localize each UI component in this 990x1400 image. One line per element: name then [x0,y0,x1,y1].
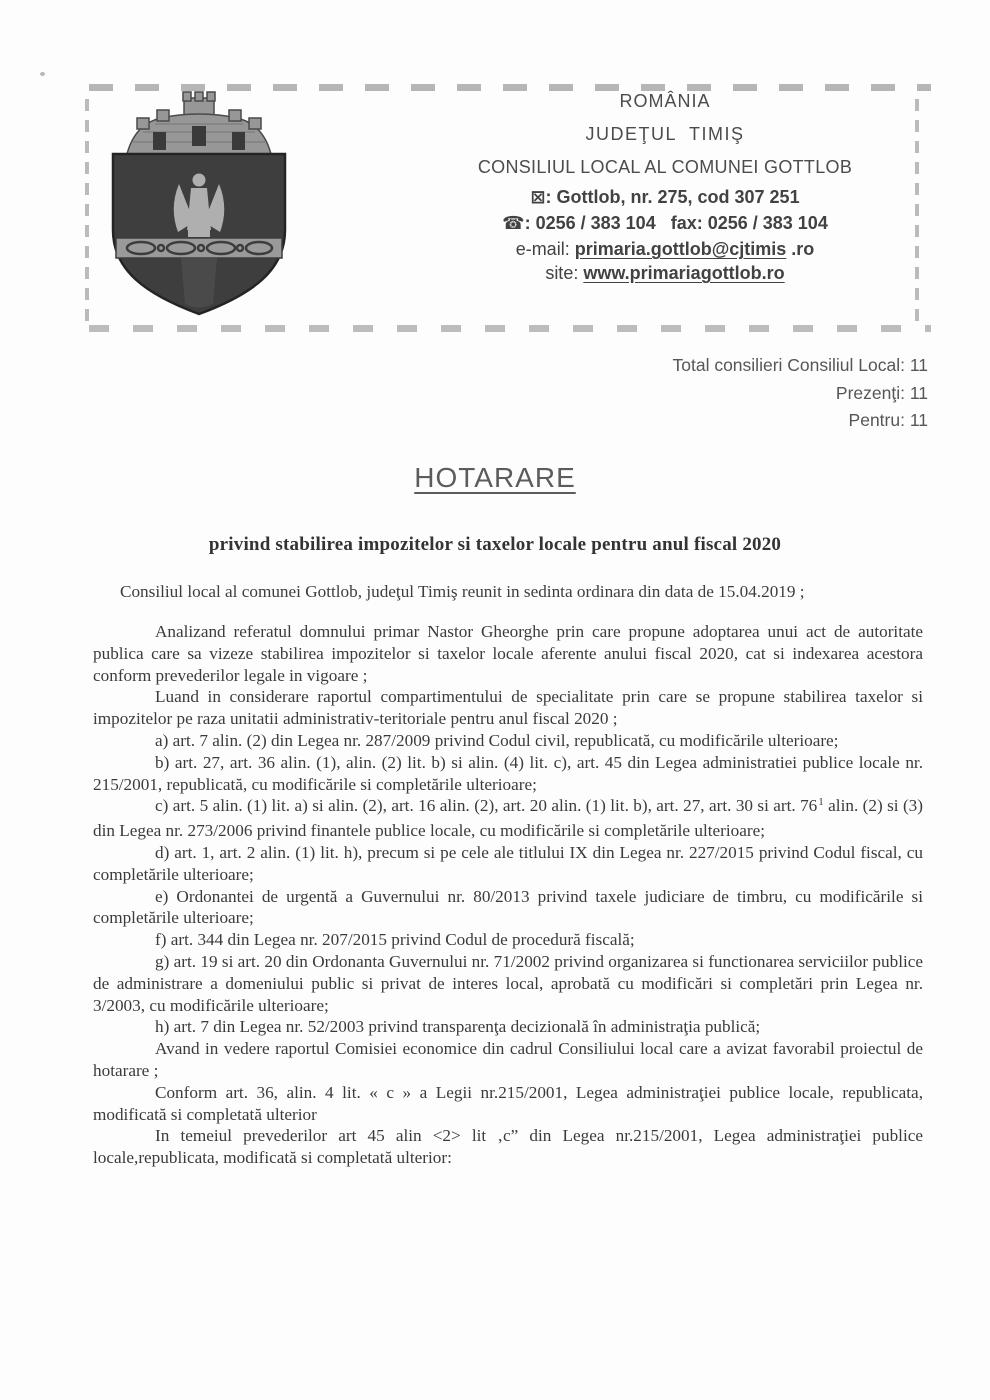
legal-ref-c-text: c) art. 5 alin. (1) lit. a) si alin. (2), art. 16 alin. (2), art. 20 alin. (1) lit. b), art. 27, art. 30 si art. 76 [155,796,818,816]
letterhead-border-bottom [89,325,931,332]
council-counters [673,352,929,435]
intro-paragraph: Consiliul local al comunei Gottlob, judeţul Timiş reunit in sedinta ordinara din data de 15.04.2019 ; [120,582,805,601]
counter-for: Pentru: 11 [848,410,928,430]
legal-ref-a: a) art. 7 alin. (2) din Legea nr. 287/2009 privind Codul civil, republicată, cu modificările ulterioare; [155,730,839,750]
counter-total: Total consilieri Consiliul Local: 11 [672,355,928,375]
phone-icon: ☎ [502,213,525,234]
legal-ref-d: d) art. 1, art. 2 alin. (1) lit. h), precum si pe cele ale titlului IX din Legea nr. 227/2015 privind Codul fiscal, cu completările ulterioare; [93,842,923,884]
phone-line [385,212,945,235]
coat-of-arms-icon [99,90,299,318]
legal-ref-c-continuation: alin. (2) si (3) din Legea nr. 273/2006 privind finantele publice locale, cu modificările si completările ulterioare; [93,796,923,841]
letterhead-text [385,90,945,286]
site-link: www.primariagottlob.ro [583,263,785,283]
letterhead-border-left [85,95,89,321]
county-name: JUDEŢUL TIMIŞ [585,124,745,144]
paragraph-aviz: Avand in vedere raportul Comisiei economice din cadrul Consiliului local care a avizat favorabil proiectul de hotarare ; [93,1039,923,1080]
paragraph-conform: Conform art. 36, alin. 4 lit. « c » a Legii nr.215/2001, Legea administraţiei publice locale, republicata, modificată si completată ulterior [93,1082,923,1124]
council-name: CONSILIUL LOCAL AL COMUNEI GOTTLOB [477,157,853,177]
letterhead [85,84,921,332]
phone-text: : 0256 / 383 104 fax: 0256 / 383 104 [524,213,828,233]
legal-ref-e: e) Ordonantei de urgentă a Guvernului nr. 80/2013 privind taxele judiciare de timbru, cu modificările si completările ulterioare; [93,886,923,928]
country-name: ROMÂNIA [619,91,711,111]
document-body [93,621,923,1169]
site-label: site: [545,263,584,283]
legal-ref-c [93,795,923,842]
envelope-icon: ⊠ [530,187,546,208]
email-label: e-mail: [515,239,575,259]
email-link: primaria.gottlob@cjtimis [574,239,787,259]
document-title: HOTARARE [414,462,576,493]
document-subtitle: privind stabilirea impozitelor si taxelor locale pentru anul fiscal 2020 [208,534,782,555]
legal-ref-h: h) art. 7 din Legea nr. 52/2003 privind transparenţa decizională în administraţia publică; [155,1017,761,1037]
legal-ref-f: f) art. 344 din Legea nr. 207/2015 privind Codul de procedură fiscală; [155,930,635,950]
paragraph-luand: Luand in considerare raportul compartimentului de specialitate prin care se propune stabilirea taxelor si impozitelor pe raza unitatii administrativ-teritoriale pentru anul fiscal 2020 ; [93,687,923,729]
address-line [385,186,945,209]
email-suffix: .ro [786,239,815,259]
legal-ref-g: g) art. 19 si art. 20 din Ordonanta Guvernului nr. 71/2002 privind organizarea si functionarea serviciilor publice de administrare a domeniului public si privat de interes local, aprobată cu modificări si completări prin Legea nr. 3/2003, cu modificările ulterioare; [93,951,923,1015]
paragraph-temei: In temeiul prevederilor art 45 alin <2> lit ‚c” din Legea nr.215/2001, Legea administraţiei publice locale,republicata, modificată si completată ulterior: [93,1126,923,1168]
scan-speck [40,72,45,76]
site-line [385,262,945,284]
legal-ref-c-superscript: 1 [818,796,824,809]
legal-ref-b: b) art. 27, art. 36 alin. (1), alin. (2) lit. b) si alin. (4) lit. c), art. 45 din Legea administratiei publice locale nr. 215/2001, republicată, cu modificările si completările ulterioare; [93,752,923,794]
email-line [385,238,945,260]
address-text: : Gottlob, nr. 275, cod 307 251 [545,187,800,207]
paragraph-analizand: Analizand referatul domnului primar Nastor Gheorghe prin care propune adoptarea unui act de autoritate publica care sa vizeze stabilirea impozitelor si taxelor locale aferente anului fiscal 2020, cat si indexarea acestora conform prevederilor legale in vigoare ; [93,622,923,685]
counter-present: Prezenţi: 11 [835,382,928,403]
